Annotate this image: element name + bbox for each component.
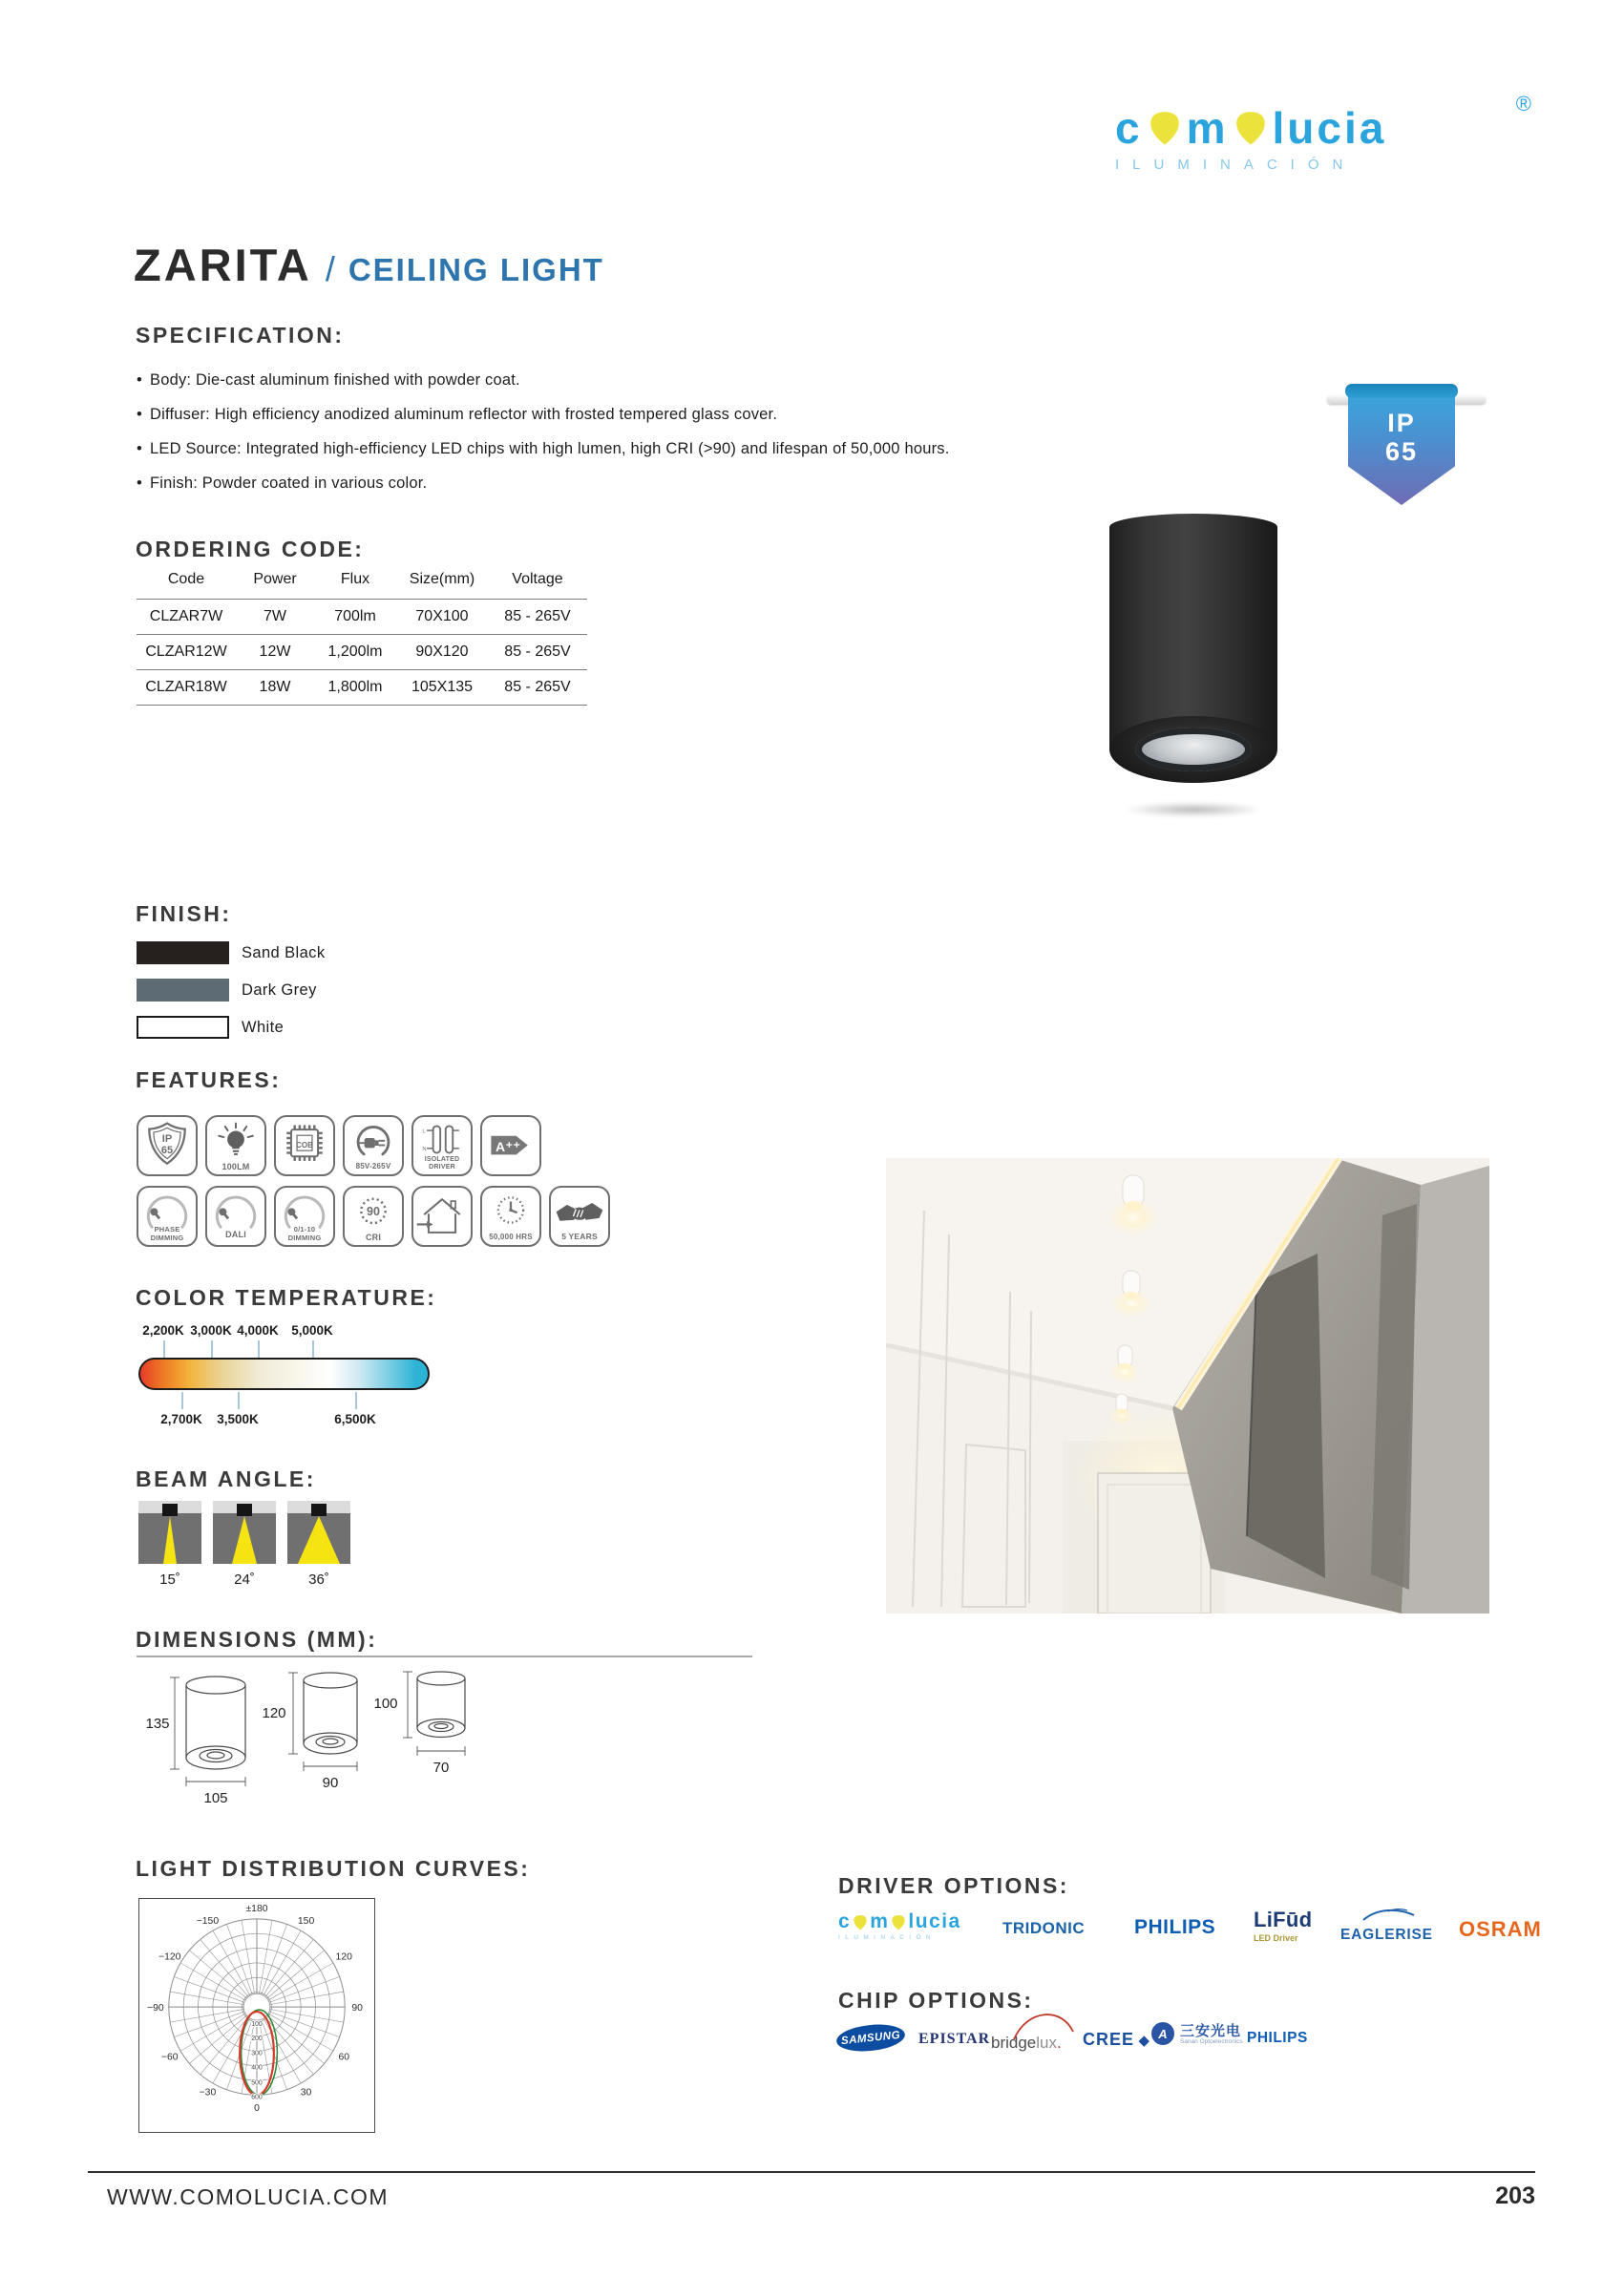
feature-0-10-dimming [274,1186,335,1247]
icon-label: 50,000 HRS [489,1233,533,1242]
dim-width: 90 [322,1775,339,1791]
icon-label: PHASE DIMMING [150,1225,184,1242]
logo-subtitle: ILUMINACIÓN [1115,157,1357,173]
radial-label: 600 [251,2094,263,2101]
light-curves-heading: LIGHT DISTRIBUTION CURVES: [136,1856,531,1881]
radial-label: 100 [251,2020,263,2028]
logo-subtitle: ILUMINACIÓN [838,1934,937,1941]
cct-label: 3,500K [217,1412,259,1426]
cct-label: 6,500K [334,1412,376,1426]
driver-options-heading: DRIVER OPTIONS: [838,1873,1069,1898]
icon-text: 65 [160,1145,174,1156]
feature-phase-dimming [137,1186,198,1247]
logo-text: SAMSUNG [835,2021,906,2054]
cct-label: 5,000K [291,1323,333,1338]
angle-label: ±180 [245,1903,268,1914]
radial-label: 300 [251,2050,263,2057]
cell-flux: 700lm [314,600,396,635]
ordering-code-heading: ORDERING CODE: [136,537,365,561]
pin-label: N [422,1147,427,1153]
radial-label: 200 [251,2035,263,2042]
bullet-icon: • [137,406,142,423]
cell-flux: 1,200lm [314,635,396,670]
cell-flux: 1,800lm [314,670,396,706]
spec-text: Body: Die-cast aluminum finished with powder coat. [149,371,520,389]
logo-subtext: LED Driver [1254,1933,1298,1943]
cell-power: 12W [236,635,314,670]
feature-wide-voltage [343,1115,404,1176]
eagle-swoosh-icon [1360,1907,1417,1922]
color-temperature-heading: COLOR TEMPERATURE: [136,1285,437,1310]
cylinder-body [1109,514,1277,750]
yellow-pick-icon [1232,108,1270,148]
angle-label: 90 [351,2003,363,2014]
chip-logo-cree [1083,2030,1149,2050]
chip-logo-epistar: EPISTAR [918,2031,991,2047]
registered-mark-icon: ® [1515,92,1531,116]
house-arrow-icon [413,1188,471,1245]
col-header: Code [137,565,236,600]
angle-label: 60 [338,2052,350,2063]
cct-label: 3,000K [190,1323,232,1338]
driver-logo-philips: PHILIPS [1134,1916,1216,1938]
beam-angle-heading: BEAM ANGLE: [136,1466,316,1491]
finish-swatch-dark-grey [137,979,229,1002]
dim-height: 120 [262,1705,286,1721]
angle-label: 150 [297,1915,315,1927]
cct-tick [355,1392,357,1409]
diamond-icon: ◆ [1138,2033,1150,2049]
spec-bullet-item [137,406,777,424]
feature-isolated-driver [411,1115,473,1176]
cylinder-shadow [1122,802,1265,817]
title-separator: / [325,249,335,288]
finish-swatch-sand-black [137,941,229,964]
cct-tick [163,1340,165,1358]
angle-label: 120 [335,1951,352,1963]
col-header: Size(mm) [396,565,488,600]
dim-width: 105 [203,1790,228,1806]
chip-logo-samsung [836,2025,905,2051]
light-distribution-chart [138,1898,375,2133]
yellow-pick-icon [1146,108,1184,148]
beam-angle-diagram-24 [213,1501,276,1564]
driver-logo-lifud [1254,1908,1312,1943]
feature-ip65 [137,1115,198,1176]
ribbon-roll [1345,384,1458,398]
finish-label: Sand Black [242,944,326,961]
cell-size: 70X100 [396,600,488,635]
ordering-table [137,565,587,706]
feature-indoor [411,1186,473,1247]
col-header: Flux [314,565,396,600]
logo-letter: c [1115,103,1143,153]
cell-size: 90X120 [396,635,488,670]
feature-lifespan [480,1186,541,1247]
icon-label: 5 YEARS [561,1232,598,1242]
pin-label: L [422,1128,426,1135]
icon-text: IP [161,1133,173,1145]
cct-label: 2,200K [142,1323,184,1338]
logo-subtext: Sanan Optoelectronics [1180,2038,1243,2045]
driver-logo-eaglerise [1340,1907,1445,1944]
ip-line: IP [1387,409,1416,437]
spec-text: LED Source: Integrated high-efficiency LED chips with high lumen, high CRI (>90) and lifespan of 50,000 hours. [149,440,950,457]
logo-letter: m [1186,103,1229,153]
beam-angle-label: 15˚ [159,1571,180,1588]
logo-text: 三安光电 [1180,2023,1242,2039]
fixture-square [311,1504,327,1516]
feature-cob [274,1115,335,1176]
footer-rule [88,2171,1535,2173]
ip-rating-text [1348,409,1455,466]
feature-warranty [549,1186,610,1247]
cct-label: 4,000K [237,1323,279,1338]
logo-letters: lucia [908,1910,961,1932]
cell-code: CLZAR7W [137,600,236,635]
specification-heading: SPECIFICATION: [136,323,345,348]
logo-text: bridge [991,2034,1037,2052]
angle-label: −30 [199,2087,217,2099]
fixture-square [237,1504,252,1516]
cell-voltage: 85 - 265V [488,670,587,706]
chip-logo-bridgelux [991,2013,1073,2055]
icon-label: ISOLATED DRIVER [424,1156,460,1171]
spec-text: Finish: Powder coated in various color. [149,475,428,492]
angle-label: −120 [158,1951,181,1963]
yellow-pick-icon [890,1913,907,1931]
col-header: Power [236,565,314,600]
table-row [137,635,587,670]
driver-logo-osram: OSRAM [1459,1917,1542,1941]
angle-label: 30 [300,2087,312,2099]
bullet-icon: • [137,475,142,492]
logo-text: . [1057,2034,1062,2052]
logo-text: EAGLERISE [1340,1927,1433,1943]
cct-label: 2,700K [160,1412,202,1426]
sanan-circle-icon: A [1151,2022,1174,2045]
dimensions-rule [137,1656,752,1657]
dimension-drawings [134,1665,764,1870]
color-temperature-bar [138,1358,430,1390]
logo-text: CREE [1083,2030,1135,2049]
feature-cri [343,1186,404,1247]
logo-letter: m [870,1910,890,1932]
spec-bullet-item [137,371,520,390]
icon-label: 85V-265V [355,1162,391,1171]
angle-label: −150 [196,1915,220,1927]
bullet-icon: • [137,371,142,389]
cylinder-lens [1135,728,1252,771]
footer-page-number: 203 [1495,2183,1535,2209]
features-heading: FEATURES: [136,1067,282,1092]
icon-text: 90 [367,1205,380,1218]
finish-label: Dark Grey [242,981,317,999]
finish-swatch-white [137,1016,229,1039]
radial-label: 500 [251,2079,263,2087]
col-header: Voltage [488,565,587,600]
feature-lumen [205,1115,266,1176]
dim-height: 100 [373,1696,398,1712]
cell-power: 18W [236,670,314,706]
angle-label: −90 [147,2003,164,2014]
spec-text: Diffuser: High efficiency anodized aluminum reflector with frosted tempered glass cover. [149,406,778,423]
beam-angle-label: 36˚ [308,1571,329,1588]
finish-heading: FINISH: [136,901,232,926]
logo-letters: lucia [1272,103,1387,153]
spec-bullet-item [137,475,427,493]
cct-tick [181,1392,183,1409]
ip65-ribbon-badge [1348,384,1455,505]
dim-width: 70 [432,1760,450,1776]
table-row [137,600,587,635]
cct-tick [312,1340,314,1358]
beam-angle-label: 24˚ [234,1571,255,1588]
icon-label: DALI [225,1229,246,1239]
beam-angle-diagram-36 [287,1501,350,1564]
cell-voltage: 85 - 265V [488,600,587,635]
cct-tick [238,1392,240,1409]
chip-options-heading: CHIP OPTIONS: [838,1988,1034,2013]
finish-label: White [242,1019,285,1036]
feature-dali [205,1186,266,1247]
comolucia-logo [1115,92,1531,173]
table-row [137,670,587,706]
beam-angle-diagram-15 [138,1501,201,1564]
logo-text: LiFūd [1254,1908,1313,1931]
icon-label: 100LM [221,1161,250,1171]
driver-logo-tridonic: TRIDONIC [1002,1919,1086,1937]
footer-website: WWW.COMOLUCIA.COM [107,2184,390,2209]
fixture-square [162,1504,178,1516]
cell-size: 105X135 [396,670,488,706]
product-name: ZARITA [134,240,312,290]
dimensions-heading: DIMENSIONS (MM): [136,1627,378,1652]
ip-line: 65 [1384,437,1419,466]
page-title [134,239,604,291]
logo-wordmark [1115,103,1526,153]
cell-power: 7W [236,600,314,635]
product-type: CEILING LIGHT [348,252,604,287]
logo-text: lux [1036,2034,1057,2052]
angle-label: −60 [160,2052,179,2063]
lifestyle-photo-hallway [886,1158,1489,1614]
logo-letter: c [838,1910,852,1932]
table-header-row [137,565,587,600]
cct-tick [258,1340,260,1358]
bullet-icon: • [137,440,142,457]
feature-energy-class [480,1115,541,1176]
icon-label: CRI [365,1232,382,1242]
cct-tick [211,1340,213,1358]
chip-logo-sanan [1151,2018,1243,2057]
icon-text: A⁺⁺ [496,1139,521,1154]
angle-label: 0 [254,2103,260,2115]
yellow-pick-icon [852,1913,869,1931]
cell-voltage: 85 - 265V [488,635,587,670]
product-photo-cylinder-downlight [1109,514,1277,821]
spec-bullet-item [137,440,950,458]
icon-label: 0/1-10 DIMMING [287,1225,322,1242]
driver-logo-comolucia [838,1912,961,1941]
chip-logo-philips: PHILIPS [1247,2030,1308,2046]
icon-text: COB [296,1141,313,1150]
cell-code: CLZAR18W [137,670,236,706]
cell-code: CLZAR12W [137,635,236,670]
radial-label: 400 [251,2064,263,2072]
dim-height: 135 [145,1716,170,1732]
